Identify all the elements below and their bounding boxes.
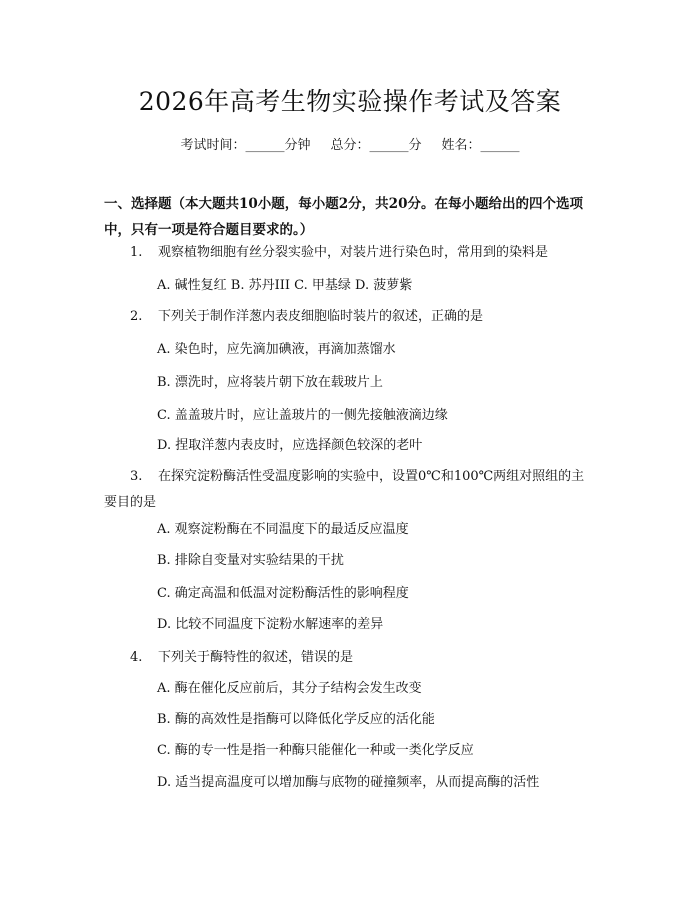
question-4-option-d: D. 适当提高温度可以增加酶与底物的碰撞频率，从而提高酶的活性 — [157, 775, 540, 790]
page-title: 2026年高考生物实验操作考试及答案 — [138, 87, 562, 116]
question-4 — [104, 645, 596, 671]
section-heading: 一、选择题（本大题共10小题，每小题2分，共20分。在每小题给出的四个选项中，只有一项是符合题目要求的。） — [104, 196, 583, 238]
question-3-option-c: C. 确定高温和低温对淀粉酶活性的影响程度 — [157, 586, 409, 601]
question-number: 1. — [130, 245, 143, 260]
question-2-option-c: C. 盖盖玻片时，应让盖玻片的一侧先接触液滴边缘 — [157, 408, 448, 423]
student-name-label: 姓名：______ — [441, 138, 520, 153]
total-score-label: 总分：______分 — [330, 138, 422, 153]
question-stem: 观察植物细胞有丝分裂实验中，对装片进行染色时，常用到的染料是 — [158, 245, 549, 260]
question-2-option-a: A. 染色时，应先滴加碘液，再滴加蒸馏水 — [157, 342, 396, 357]
question-number: 2. — [130, 309, 143, 324]
question-1 — [104, 240, 596, 266]
exam-time-label: 考试时间：______分钟 — [180, 138, 311, 153]
question-1-options: A. 碱性复红 B. 苏丹III C. 甲基绿 D. 菠萝紫 — [157, 278, 413, 293]
question-stem: 下列关于制作洋葱内表皮细胞临时装片的叙述，正确的是 — [158, 309, 484, 324]
question-3-option-d: D. 比较不同温度下淀粉水解速率的差异 — [157, 617, 384, 632]
question-2-option-d: D. 捏取洋葱内表皮时，应选择颜色较深的老叶 — [157, 438, 423, 453]
question-number: 4. — [130, 650, 143, 665]
question-stem: 在探究淀粉酶活性受温度影响的实验中，设置0℃和100℃两组对照组的主要目的是 — [104, 469, 585, 510]
question-2-option-b: B. 漂洗时，应将装片朝下放在载玻片上 — [157, 375, 383, 390]
question-stem: 下列关于酶特性的叙述，错误的是 — [158, 650, 354, 665]
question-3-option-a: A. 观察淀粉酶在不同温度下的最适反应温度 — [157, 522, 409, 537]
question-4-option-a: A. 酶在催化反应前后，其分子结构会发生改变 — [157, 681, 422, 696]
question-number: 3. — [130, 469, 143, 484]
question-4-option-c: C. 酶的专一性是指一种酶只能催化一种或一类化学反应 — [157, 743, 474, 758]
question-3 — [104, 464, 596, 516]
question-2 — [104, 304, 596, 330]
question-4-option-b: B. 酶的高效性是指酶可以降低化学反应的活化能 — [157, 712, 435, 727]
exam-info-line — [0, 134, 700, 153]
question-3-option-b: B. 排除自变量对实验结果的干扰 — [157, 553, 344, 568]
